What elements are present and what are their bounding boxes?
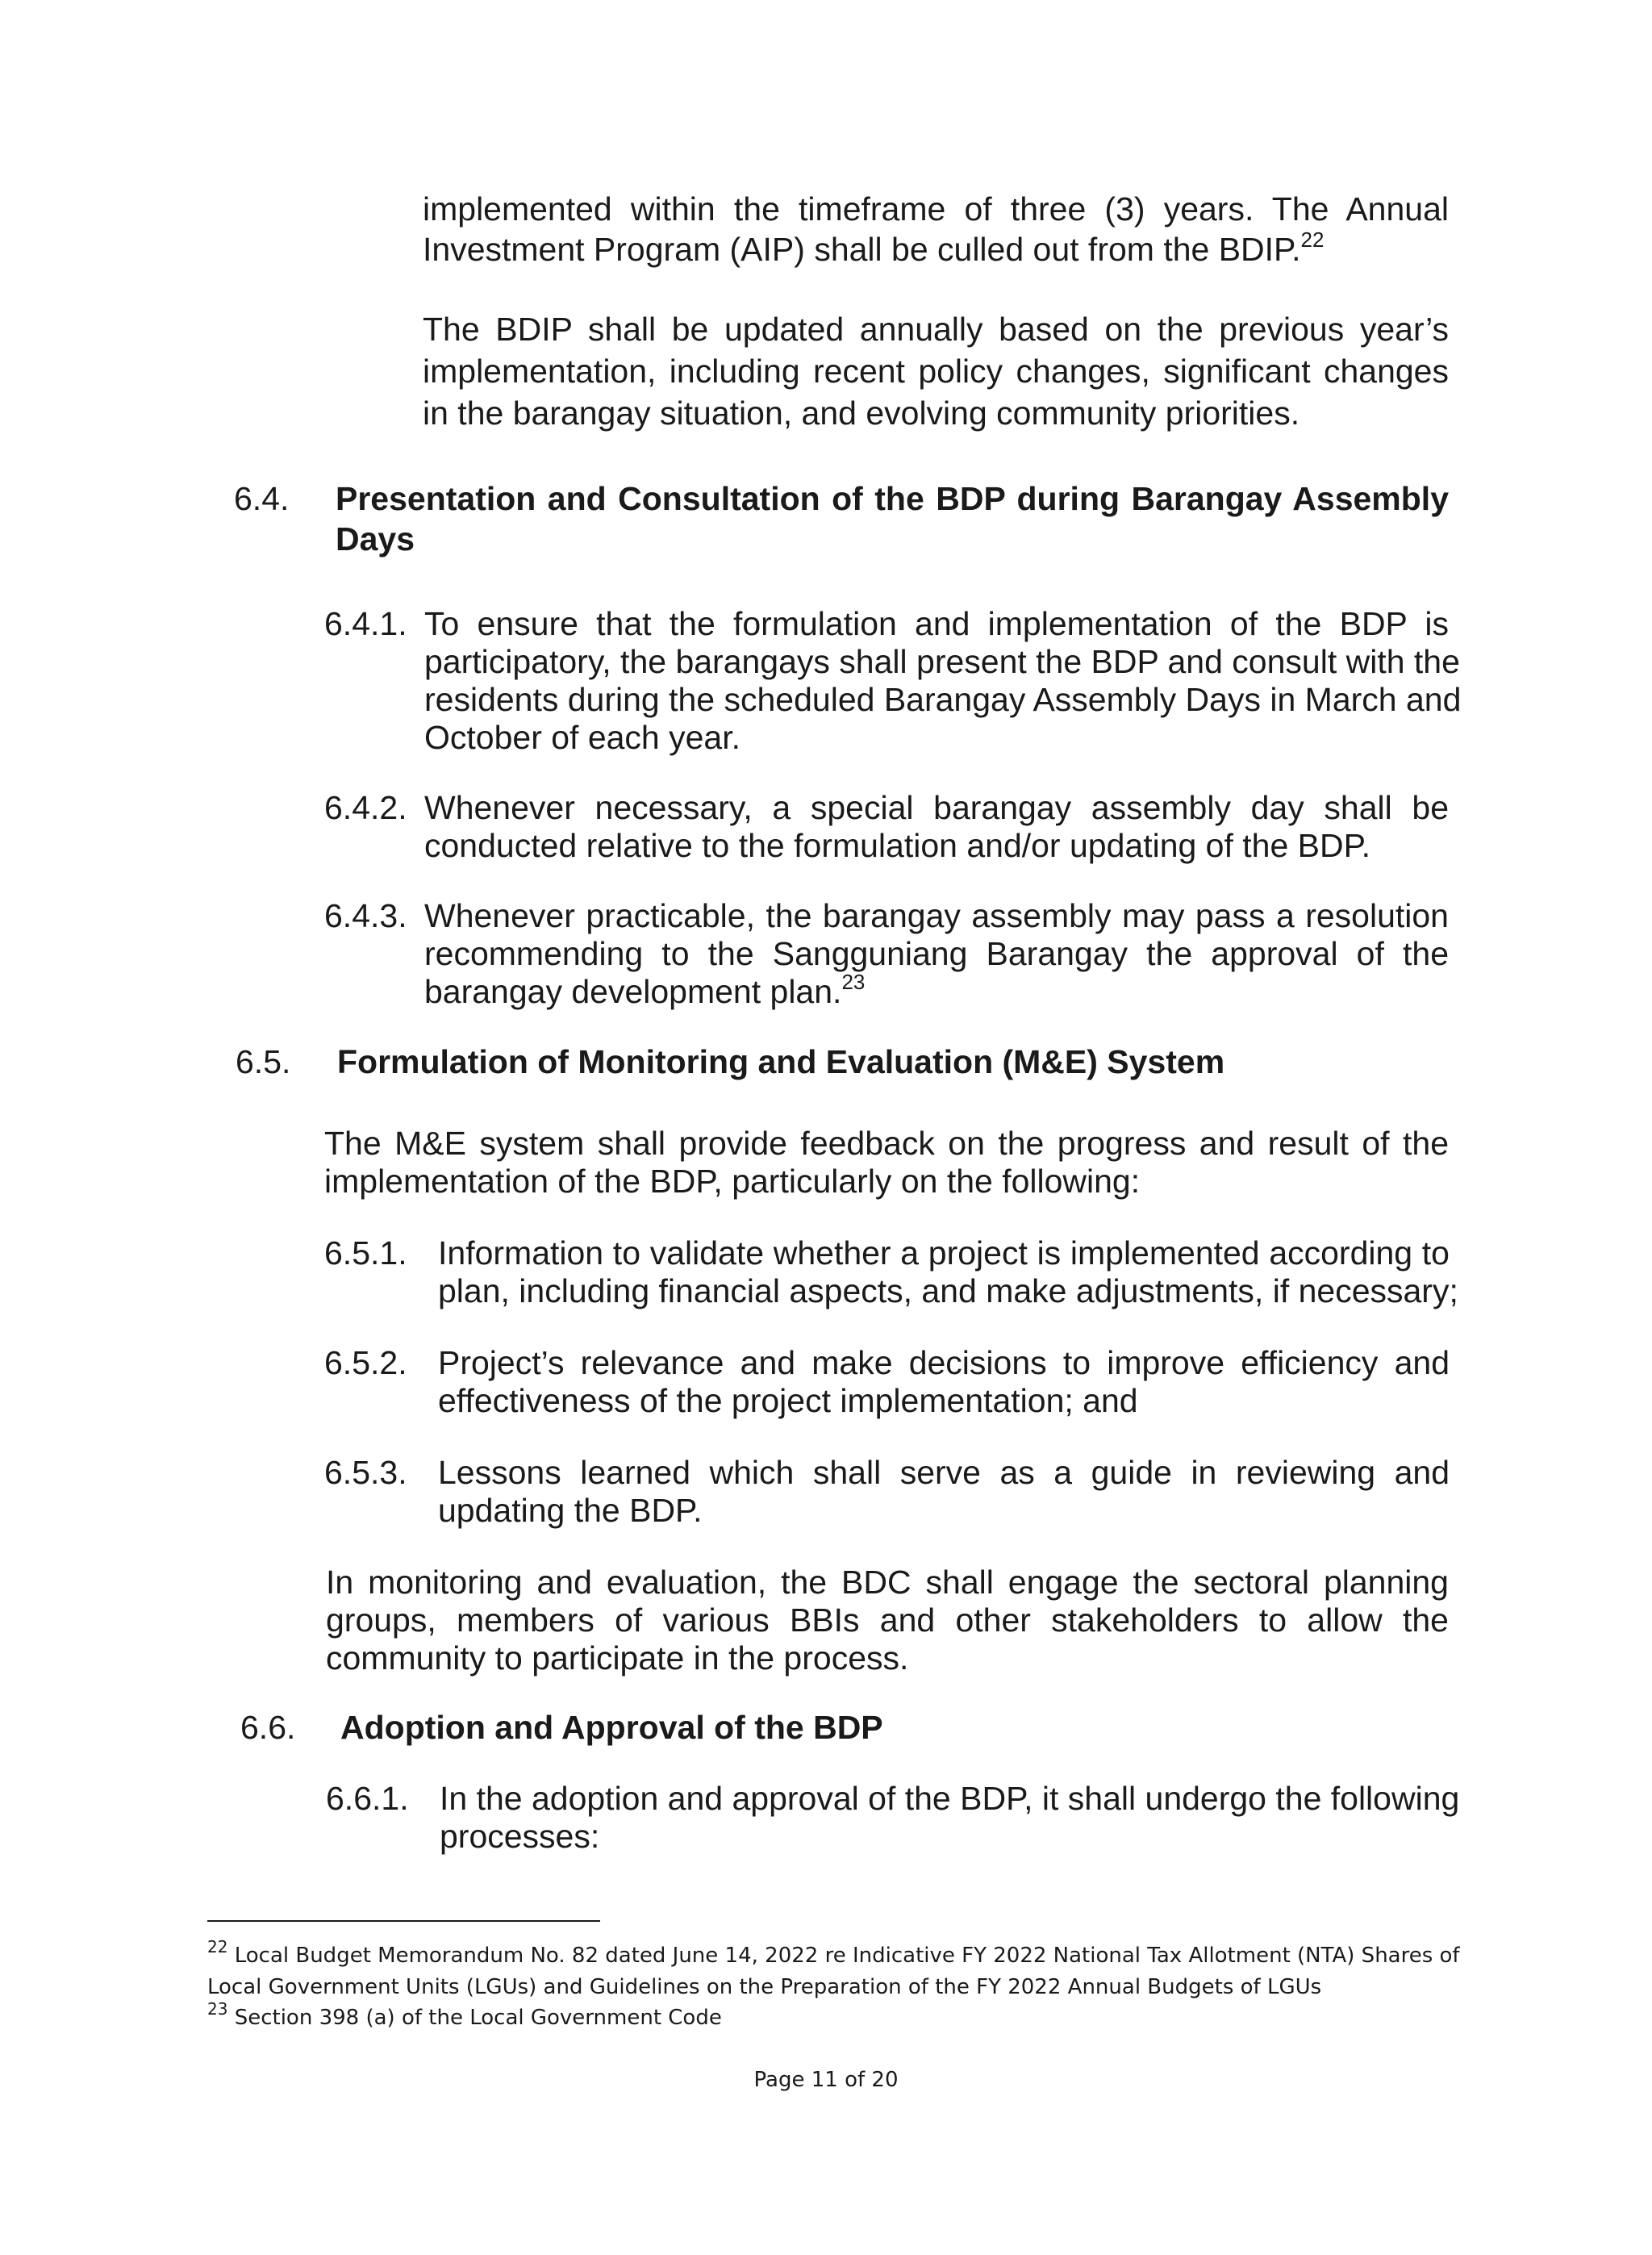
footnote-number: 23 (207, 1999, 228, 2019)
item-line-text: barangay development plan. (424, 973, 842, 1010)
item-line: In the adoption and approval of the BDP, it shall undergo the following (440, 1780, 1460, 1817)
intro-line: implemented within the timeframe of three (3) years. The Annual (423, 190, 1449, 228)
item-line: Information to validate whether a project is implemented according to (438, 1234, 1450, 1272)
intro-line-text: Investment Program (AIP) shall be culled out from the BDIP. (423, 231, 1301, 268)
item-number: 6.5.3. (324, 1454, 407, 1491)
footnote-separator (207, 1920, 600, 1922)
paragraph-line: The BDIP shall be updated annually based on the previous year’s (423, 311, 1449, 348)
section-number: 6.5. (236, 1043, 291, 1080)
paragraph-line: groups, members of various BBIs and other stakeholders to allow the (326, 1601, 1449, 1639)
item-line: updating the BDP. (438, 1492, 703, 1529)
item-line: Whenever practicable, the barangay assembly may pass a resolution (424, 897, 1449, 934)
item-number: 6.4.3. (324, 897, 407, 934)
footnote-ref: 23 (841, 970, 866, 994)
item-line (424, 970, 866, 1011)
footnote: Local Government Units (LGUs) and Guidelines on the Preparation of the FY 2022 Annual Budgets of LGUs (207, 1975, 1322, 1999)
page-number: Page 11 of 20 (753, 2068, 899, 2092)
footnote-text: Local Budget Memorandum No. 82 dated June 14, 2022 re Indicative FY 2022 National Tax Allotment (NTA) Shares of (234, 1944, 1460, 1968)
footnote-ref: 22 (1300, 228, 1325, 252)
section-heading: Days (336, 520, 415, 557)
item-number: 6.6.1. (326, 1780, 409, 1817)
section-number: 6.4. (234, 480, 290, 517)
section-heading: Adoption and Approval of the BDP (340, 1709, 883, 1746)
item-line: Whenever necessary, a special barangay assembly day shall be (424, 789, 1449, 826)
footnote-text: Section 398 (a) of the Local Government Code (234, 2006, 722, 2030)
item-line: Project’s relevance and make decisions to improve efficiency and (438, 1344, 1450, 1381)
footnote (207, 1999, 722, 2034)
paragraph-line: community to participate in the process. (326, 1639, 909, 1677)
item-line: recommending to the Sangguniang Barangay the approval of the (424, 935, 1449, 972)
paragraph-line: The M&E system shall provide feedback on the progress and result of the (324, 1125, 1449, 1162)
paragraph-line: In monitoring and evaluation, the BDC shall engage the sectoral planning (326, 1564, 1449, 1601)
item-number: 6.4.1. (324, 605, 407, 642)
item-line: effectiveness of the project implementation; and (438, 1382, 1138, 1419)
section-heading: Formulation of Monitoring and Evaluation (M&E) System (337, 1043, 1225, 1080)
item-number: 6.5.1. (324, 1234, 407, 1272)
item-line: participatory, the barangays shall present the BDP and consult with the (424, 643, 1460, 680)
item-line: conducted relative to the formulation and/or updating of the BDP. (424, 827, 1371, 864)
paragraph-line: implementation, including recent policy changes, significant changes (423, 353, 1449, 390)
footnote-number: 22 (207, 1937, 228, 1956)
item-line: residents during the scheduled Barangay Assembly Days in March and (424, 681, 1462, 718)
section-heading: Presentation and Consultation of the BDP during Barangay Assembly (336, 480, 1449, 517)
intro-line (423, 228, 1325, 269)
item-line: processes: (440, 1818, 600, 1855)
paragraph-line: implementation of the BDP, particularly on the following: (324, 1163, 1141, 1200)
item-line: To ensure that the formulation and implementation of the BDP is (424, 605, 1449, 642)
footnote (207, 1937, 1460, 1972)
item-number: 6.4.2. (324, 789, 407, 826)
item-number: 6.5.2. (324, 1344, 407, 1381)
paragraph-line: in the barangay situation, and evolving community priorities. (423, 395, 1300, 432)
item-line: October of each year. (424, 719, 741, 756)
item-line: Lessons learned which shall serve as a guide in reviewing and (438, 1454, 1450, 1491)
item-line: plan, including financial aspects, and make adjustments, if necessary; (438, 1272, 1458, 1309)
section-number: 6.6. (240, 1709, 296, 1746)
